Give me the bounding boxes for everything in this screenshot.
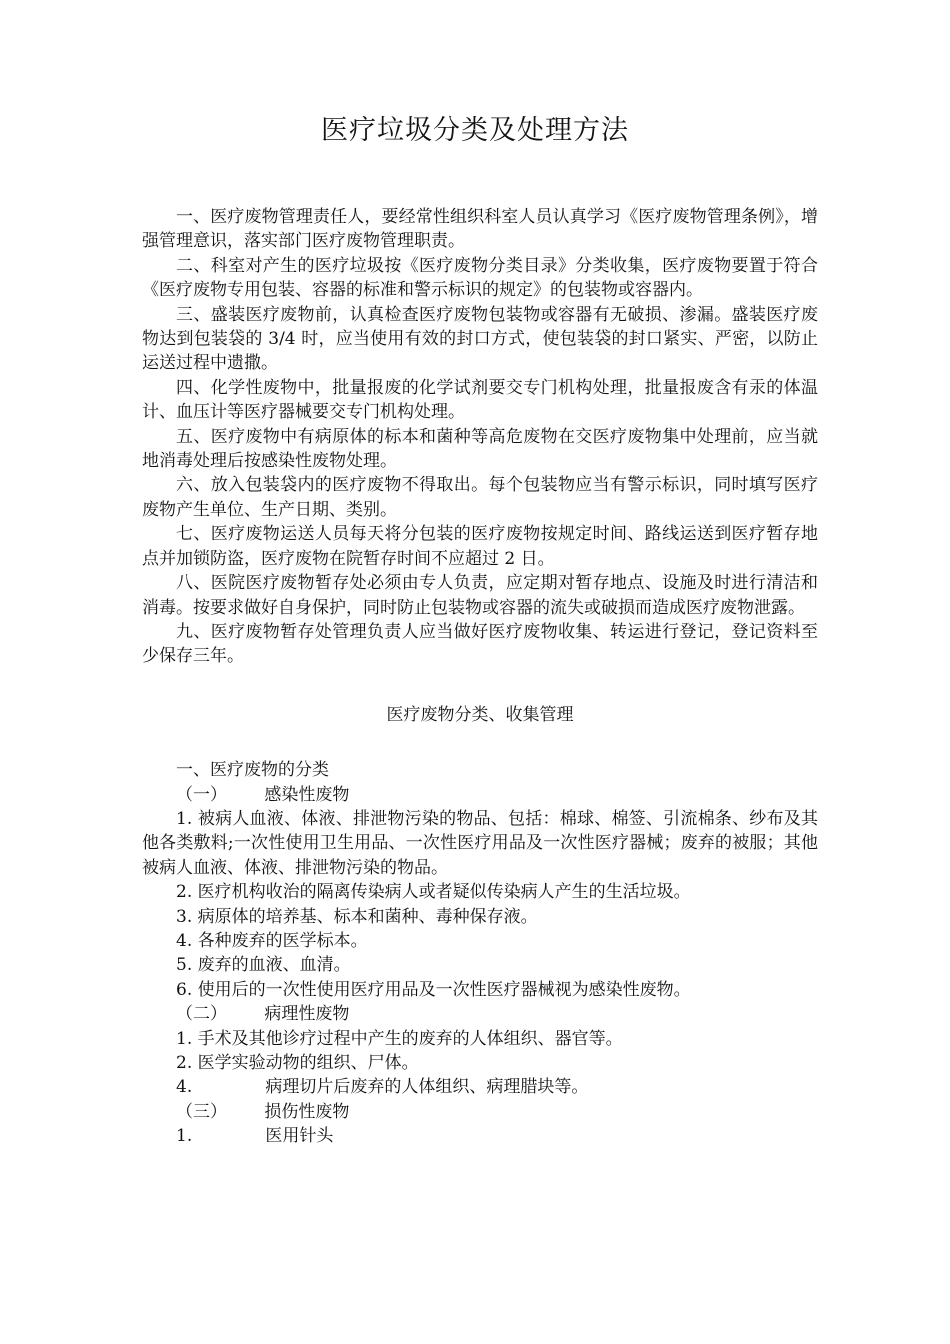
category-title: 感染性废物 — [264, 784, 350, 805]
category-title: 损伤性废物 — [264, 1101, 350, 1122]
paragraph-1: 一、医疗废物管理责任人，要经常性组织科室人员认真学习《医疗废物管理条例》，增强管理意识，落实部门医疗废物管理职责。 — [142, 207, 818, 252]
paragraph-8: 八、医院医疗废物暂存处必须由专人负责，应定期对暂存地点、设施及时进行清洁和消毒。按要求做好自身保护，同时防止包装物或容器的流失或破损而造成医疗废物泄露。 — [142, 573, 818, 618]
list-item — [142, 1075, 818, 1099]
paragraph-6: 六、放入包装袋内的医疗废物不得取出。每个包装物应当有警示标识，同时填写医疗废物产生单位、生产日期、类别。 — [142, 475, 818, 520]
item-number: 1. — [176, 1126, 193, 1147]
paragraph-9: 九、医疗废物暂存处管理负责人应当做好医疗废物收集、转运进行登记，登记资料至少保存三年。 — [142, 621, 818, 667]
list-item: 2. 医疗机构收治的隔离传染病人或者疑似传染病人产生的生活垃圾。 — [176, 882, 691, 903]
paragraph-2: 二、科室对产生的医疗垃圾按《医疗废物分类目录》分类收集，医疗废物要置于符合《医疗废物专用包装、容器的标准和警示标识的规定》的包装物或容器内。 — [142, 255, 818, 301]
item-number: 4. — [176, 1077, 193, 1098]
category-label: （一） — [176, 784, 227, 805]
list-item: 1. 手术及其他诊疗过程中产生的废弃的人体组织、器官等。 — [176, 1028, 623, 1049]
item-text: 病理切片后废弃的人体组织、病理腊块等。 — [265, 1077, 589, 1098]
paragraph-3: 三、盛装医疗废物前，认真检查医疗废物包装物或容器有无破损、渗漏。盛装医疗废物达到包装袋的 3/4 时，应当使用有效的封口方式，使包装袋的封口紧实、严密，以防止运送过程中遗撒。 — [142, 304, 818, 374]
list-item: 2. 医学实验动物的组织、尸体。 — [176, 1053, 419, 1073]
classification-heading: 一、医疗废物的分类 — [176, 760, 329, 781]
paragraph-5: 五、医疗废物中有病原体的标本和菌种等高危废物在交医疗废物集中处理前，应当就地消毒处理后按感染性废物处理。 — [142, 426, 818, 472]
category-title: 病理性废物 — [264, 1004, 350, 1025]
section-title: 医疗废物分类、收集管理 — [386, 704, 574, 725]
list-item: 5. 废弃的血液、血清。 — [176, 955, 351, 976]
list-item — [142, 1124, 818, 1148]
page-title: 医疗垃圾分类及处理方法 — [321, 115, 629, 146]
document-body — [142, 205, 818, 1149]
paragraph-4: 四、化学性废物中，批量报废的化学试剂要交专门机构处理，批量报废含有汞的体温计、血压计等医疗器械要交专门机构处理。 — [142, 377, 818, 423]
category-sharps-heading — [142, 1100, 818, 1124]
category-pathological-heading — [142, 1002, 818, 1026]
item-text: 医用针头 — [265, 1126, 334, 1147]
category-label: （三） — [176, 1101, 227, 1122]
category-label: （二） — [176, 1004, 227, 1025]
category-infectious-heading — [142, 783, 818, 807]
list-item: 4. 各种废弃的医学标本。 — [176, 930, 368, 951]
list-item: 3. 病原体的培养基、标本和菌种、毒种保存液。 — [176, 906, 538, 927]
paragraph-7: 七、医疗废物运送人员每天将分包装的医疗废物按规定时间、路线运送到医疗暂存地点并加锁防盗，医疗废物在院暂存时间不应超过 2 日。 — [142, 524, 818, 569]
list-item: 6. 使用后的一次性使用医疗用品及一次性医疗器械视为感染性废物。 — [176, 979, 691, 1000]
list-item: 1. 被病人血液、体液、排泄物污染的物品、包括：棉球、棉签、引流棉条、纱布及其他各类敷料;一次性使用卫生用品、一次性医疗用品及一次性医疗器械；废弃的被服；其他被病人血液、体液、排泄物污染的物品。 — [142, 808, 818, 878]
